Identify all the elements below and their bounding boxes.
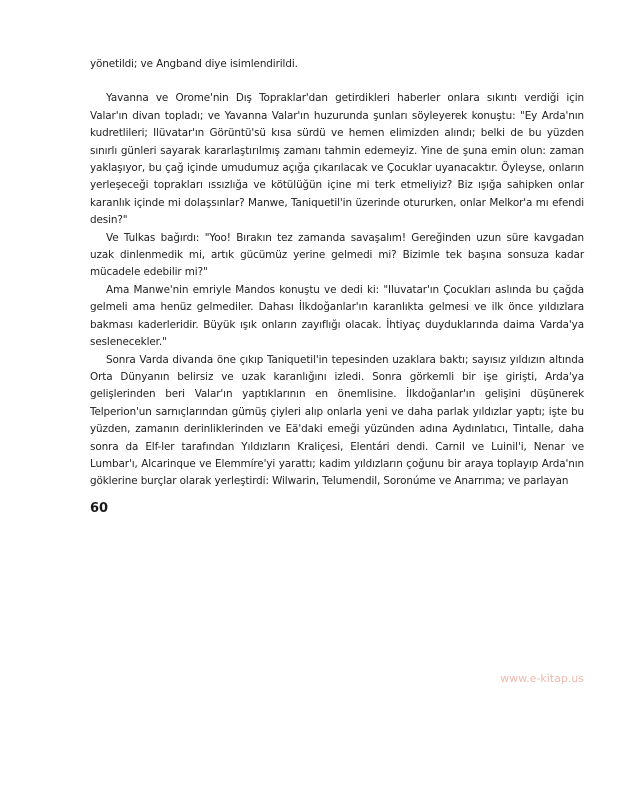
page-body: [90, 56, 584, 491]
paragraph-continuation: yönetildi; ve Angband diye isimlendirildi.: [90, 58, 298, 70]
paragraph-tulkas: Ve Tulkas bağırdı: "Yoo! Bırakın tez zamanda savaşalım! Gereğinden uzun süre kavgadan uzak dinlenmedik mi, artık gücümüz yerine gelmedi mi? Bizimle tek başına sonsuza kadar mücadele edebilir mi?": [90, 231, 584, 279]
page-number: 60: [90, 501, 109, 516]
watermark-link[interactable]: www.e-kitap.us: [500, 672, 584, 685]
paragraph-varda: Sonra Varda divanda öne çıkıp Taniquetil'in tepesinden uzaklara baktı; sayısız yıldızın altında Orta Dünyanın belirsiz ve uzak karanlığını izledi. Sonra görkemli bir işe girişti, Arda'ya gelişlerinden beri Valar'ın yaptıklarının en önemlisine. İlkdoğanlar'ın gelişini düşünerek Telperion'un sarnıçlarından gümüş çiyleri alıp onlarla yeni ve daha parlak yıldızlar yaptı; işte bu yüzden, zamanın derinliklerinden ve Eä'daki emeği yüzünden adına Aydınlatıcı, Tintalle, daha sonra da Elf-ler tarafından Yıldızların Kraliçesi, Elentári dendi. Carnil ve Luinil'i, Nenar ve Lumbar'ı, Alcarinque ve Elemmíre'yi yarattı; kadim yıldızların çoğunu bir araya toplayıp Arda'nın göklerine burçlar olarak yerleştirdi: Wilwarin, Telumendil, Soronúme ve Anarrıma; ve parlayan: [90, 353, 584, 488]
paragraph-yavanna: Yavanna ve Orome'nin Dış Topraklar'dan getirdikleri haberler onlara sıkıntı verdiği için Valar'ın divan topladı; ve Yavanna Valar'ın huzurunda şunları söyleyerek konuştu: "Ey Arda'nın kudretlileri; Ilüvatar'ın Görüntü'sü kısa sürdü ve hemen elimizden alındı; belki de bu yüzden sınırlı günleri sayarak kararlaştırılmış zamanı tahmin edemeyiz. Yine de şuna emin olun: zaman yaklaşıyor, bu çağ içinde umudumuz açığa çıkarılacak ve Çocuklar uyanacaktır. Öyleyse, onların yerleşeceği toprakları ıssızlığa ve kötülüğün içine mi terk etmeliyiz? Biz ışığa sahipken onlar karanlık içinde mi dolaşsınlar? Manwe, Taniquetil'in üzerinde otururken, onlar Melkor'a mı efendi desin?": [90, 92, 584, 227]
paragraph-mandos: Ama Manwe'nin emriyle Mandos konuştu ve dedi ki: "Iluvatar'ın Çocukları aslında bu çağda gelmeli ama henüz gelmediler. Dahası İlkdoğanlar'ın karanlıkta gelmesi ve ilk önce yıldızlara bakması kaderleridir. Büyük ışık onların zayıflığı olacak. İhtiyaç duyduklarında daima Varda'ya seslenecekler.": [90, 283, 584, 349]
